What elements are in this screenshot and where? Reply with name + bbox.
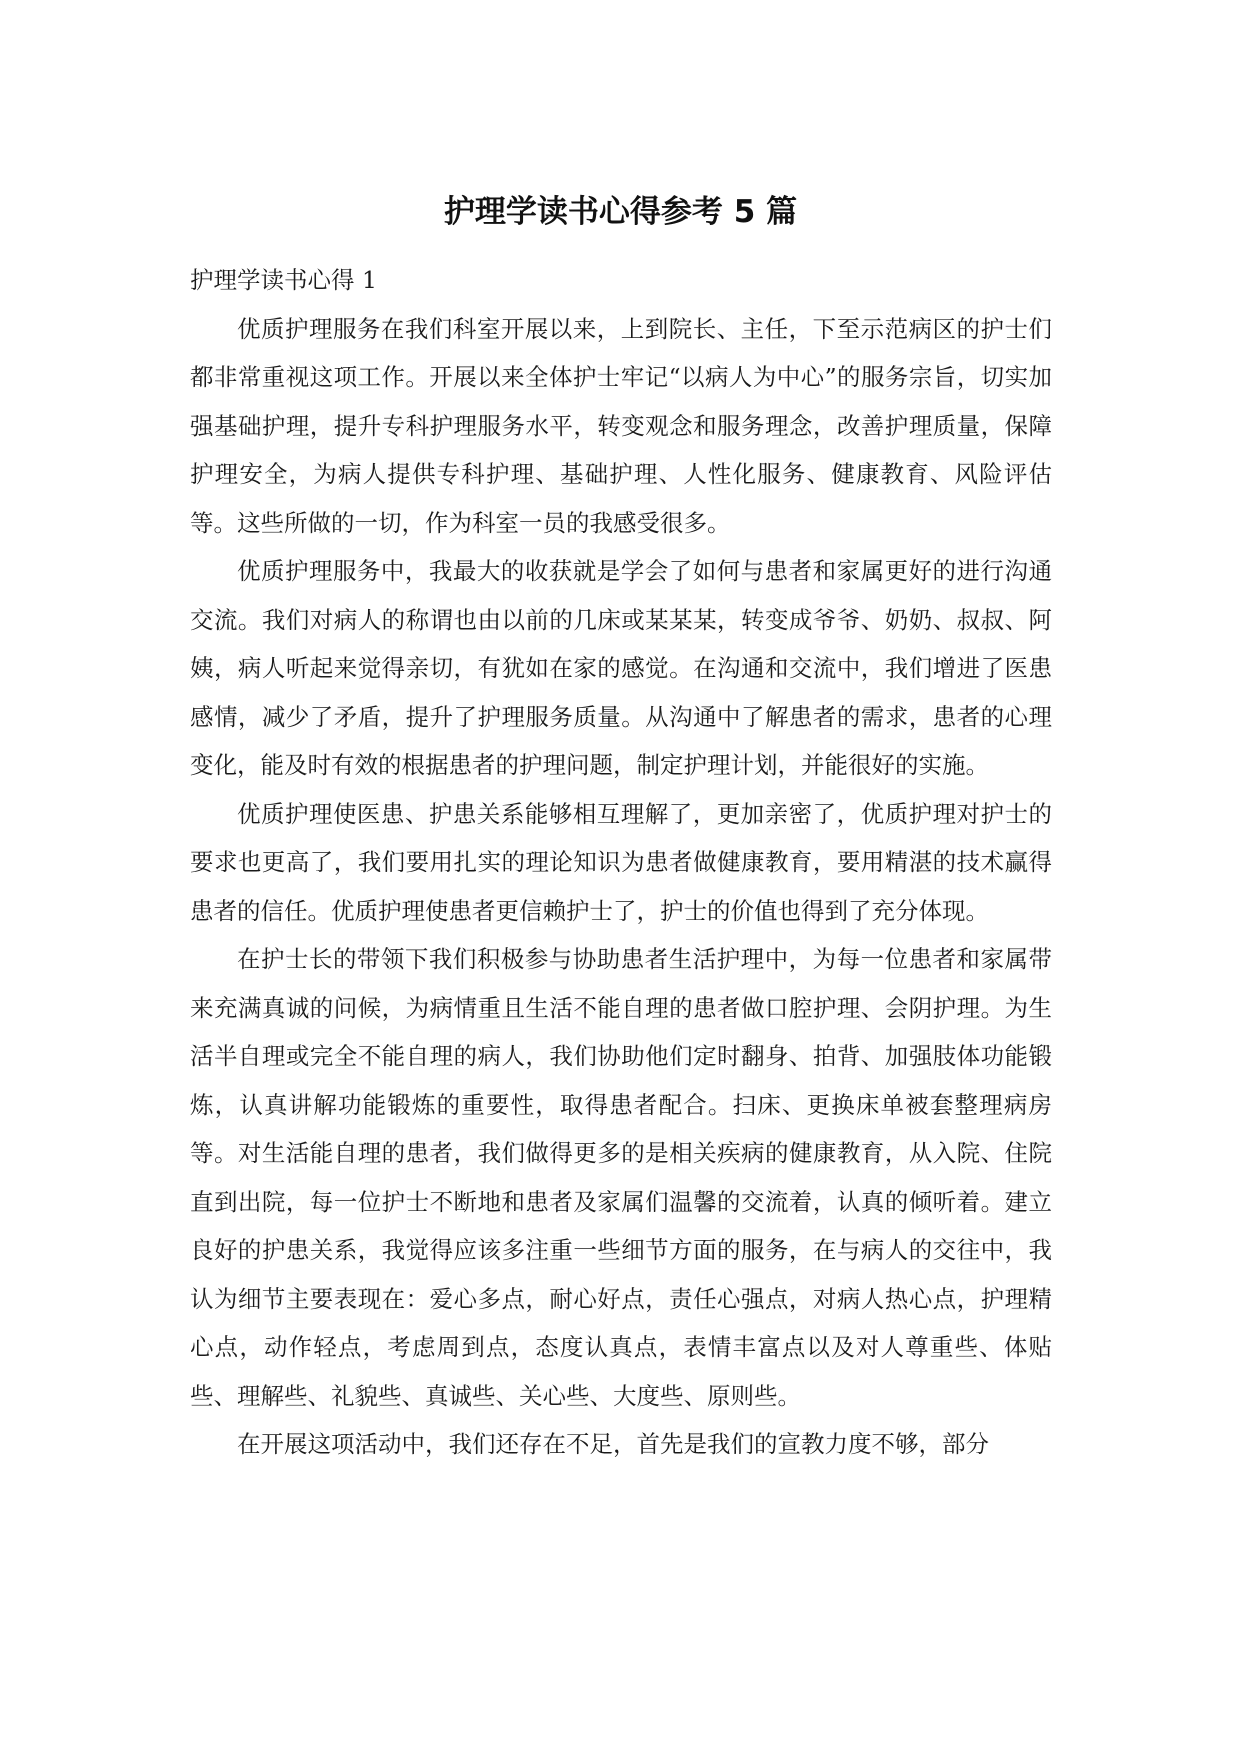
section-heading: 护理学读书心得 1 [190,266,377,294]
paragraph-3: 优质护理使医患、护患关系能够相互理解了，更加亲密了，优质护理对护士的要求也更高了，我们要用扎实的理论知识为患者做健康教育，要用精湛的技术赢得患者的信任。优质护理使患者更信赖护士了，护士的价值也得到了充分体现。 [190,799,1052,925]
document-title: 护理学读书心得参考 5 篇 [443,194,798,230]
document-body [190,256,1052,1469]
paragraph-2: 优质护理服务中，我最大的收获就是学会了如何与患者和家属更好的进行沟通交流。我们对病人的称谓也由以前的几床或某某某，转变成爷爷、奶奶、叔叔、阿姨，病人听起来觉得亲切，有犹如在家的感觉。在沟通和交流中，我们增进了医患感情，减少了矛盾，提升了护理服务质量。从沟通中了解患者的需求，患者的心理变化，能及时有效的根据患者的护理问题，制定护理计划，并能很好的实施。 [190,557,1052,779]
paragraph-5: 在开展这项活动中，我们还存在不足，首先是我们的宣教力度不够，部分 [237,1430,989,1458]
paragraph-4: 在护士长的带领下我们积极参与协助患者生活护理中，为每一位患者和家属带来充满真诚的问候，为病情重且生活不能自理的患者做口腔护理、会阴护理。为生活半自理或完全不能自理的病人，我们协助他们定时翻身、拍背、加强肢体功能锻炼，认真讲解功能锻炼的重要性，取得患者配合。扫床、更换床单被套整理病房等。对生活能自理的患者，我们做得更多的是相关疾病的健康教育，从入院、住院直到出院，每一位护士不断地和患者及家属们温馨的交流着，认真的倾听着。建立良好的护患关系，我觉得应该多注重一些细节方面的服务，在与病人的交往中，我认为细节主要表现在：爱心多点，耐心好点，责任心强点，对病人热心点，护理精心点，动作轻点，考虑周到点，态度认真点，表情丰富点以及对人尊重些、体贴些、理解些、礼貌些、真诚些、关心些、大度些、原则些。 [190,945,1052,1410]
paragraph-1: 优质护理服务在我们科室开展以来，上到院长、主任，下至示范病区的护士们都非常重视这项工作。开展以来全体护士牢记“以病人为中心”的服务宗旨，切实加强基础护理，提升专科护理服务水平，转变观念和服务理念，改善护理质量，保障护理安全，为病人提供专科护理、基础护理、人性化服务、健康教育、风险评估等。这些所做的一切，作为科室一员的我感受很多。 [190,314,1052,537]
